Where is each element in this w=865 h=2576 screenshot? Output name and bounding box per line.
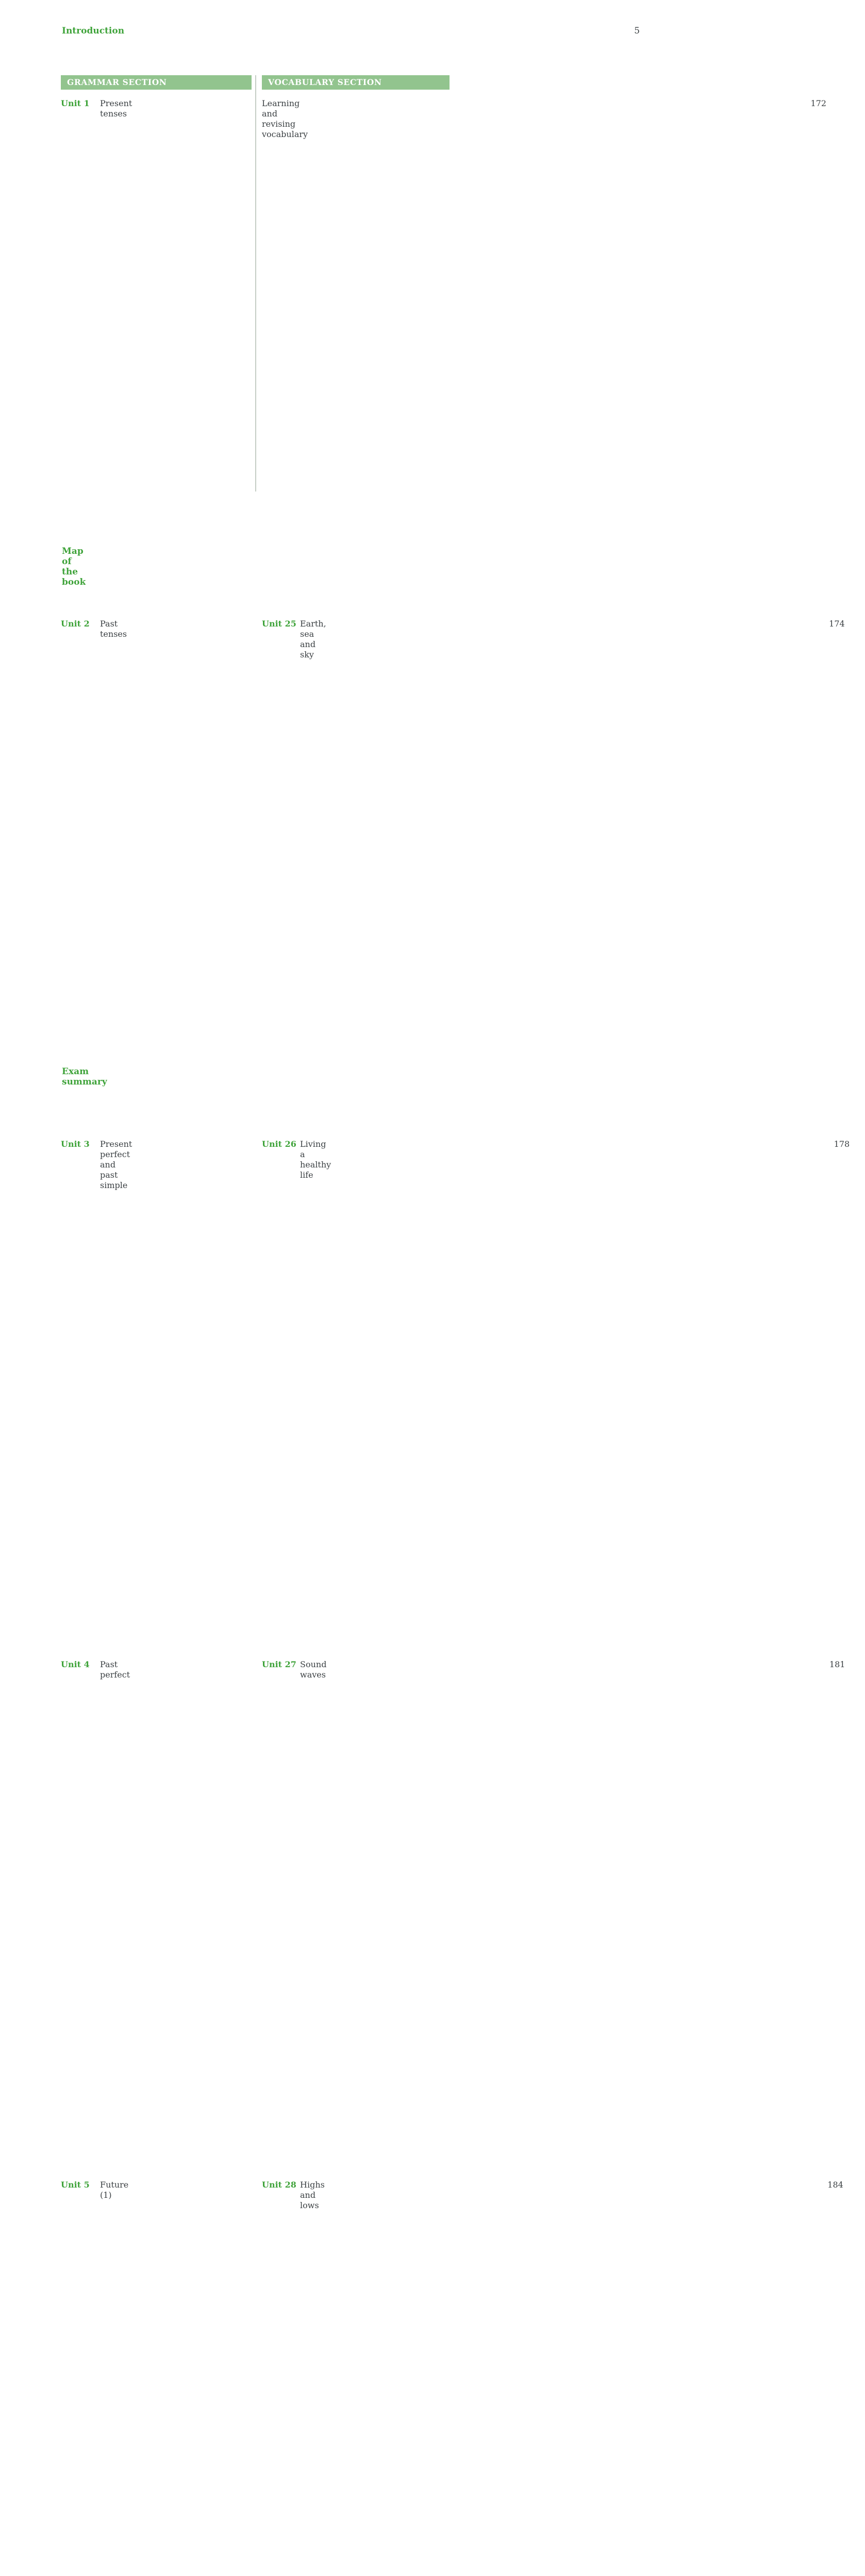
page-number: 181: [329, 1659, 845, 2175]
unit-title: Past perfect: [100, 1659, 130, 1680]
toc-row: [262, 1659, 845, 2175]
toc-row: [262, 2180, 843, 2576]
page-number: 184: [328, 2180, 843, 2576]
toc-row: [61, 1139, 252, 1654]
column-divider: [255, 75, 256, 492]
page-number: 178: [334, 1139, 850, 1654]
unit-title: Present tenses: [100, 98, 132, 118]
unit-label: Unit 5: [61, 2180, 90, 2190]
unit-label: Unit 27: [262, 1659, 296, 1669]
entry-title: Learning and revising vocabulary: [262, 98, 308, 139]
front-matter-title: Map of the book: [62, 546, 86, 587]
unit-title: Past tenses: [100, 619, 127, 639]
vocabulary-section: [262, 75, 850, 2576]
page-number: 5: [124, 26, 640, 541]
toc-row: [262, 98, 827, 614]
toc-row: [262, 619, 845, 1134]
toc-row: [61, 1659, 252, 2175]
toc-row: [61, 2180, 252, 2576]
toc-row: [262, 1139, 850, 1654]
unit-label: Unit 2: [61, 619, 90, 629]
unit-label: Unit 25: [262, 619, 296, 629]
front-matter-title: Introduction: [62, 26, 125, 36]
unit-label: Unit 3: [61, 1139, 90, 1149]
unit-label: Unit 28: [262, 2180, 296, 2190]
grammar-section-rows: [61, 98, 252, 2576]
unit-label: Unit 26: [262, 1139, 296, 1149]
toc-row: [61, 619, 252, 1134]
grammar-section-header: GRAMMAR SECTION: [61, 75, 252, 90]
page-number: 174: [329, 619, 845, 1134]
unit-title: Present perfect and past simple: [100, 1139, 132, 1190]
unit-title: Earth, sea and sky: [300, 619, 326, 659]
vocabulary-section-rows: [262, 98, 850, 2576]
unit-title: Living a healthy life: [300, 1139, 331, 1180]
toc-row: [61, 98, 252, 614]
unit-label: Unit 4: [61, 1659, 90, 1669]
unit-title: Future (1): [100, 2180, 129, 2200]
unit-title: Sound waves: [300, 1659, 327, 1680]
unit-label: Unit 1: [61, 98, 90, 108]
page-number: 172: [311, 98, 826, 614]
vocabulary-section-header: VOCABULARY SECTION: [262, 75, 450, 90]
unit-title: Highs and lows: [300, 2180, 325, 2210]
front-matter-title: Exam summary: [62, 1066, 107, 1087]
grammar-section: [61, 75, 252, 2576]
